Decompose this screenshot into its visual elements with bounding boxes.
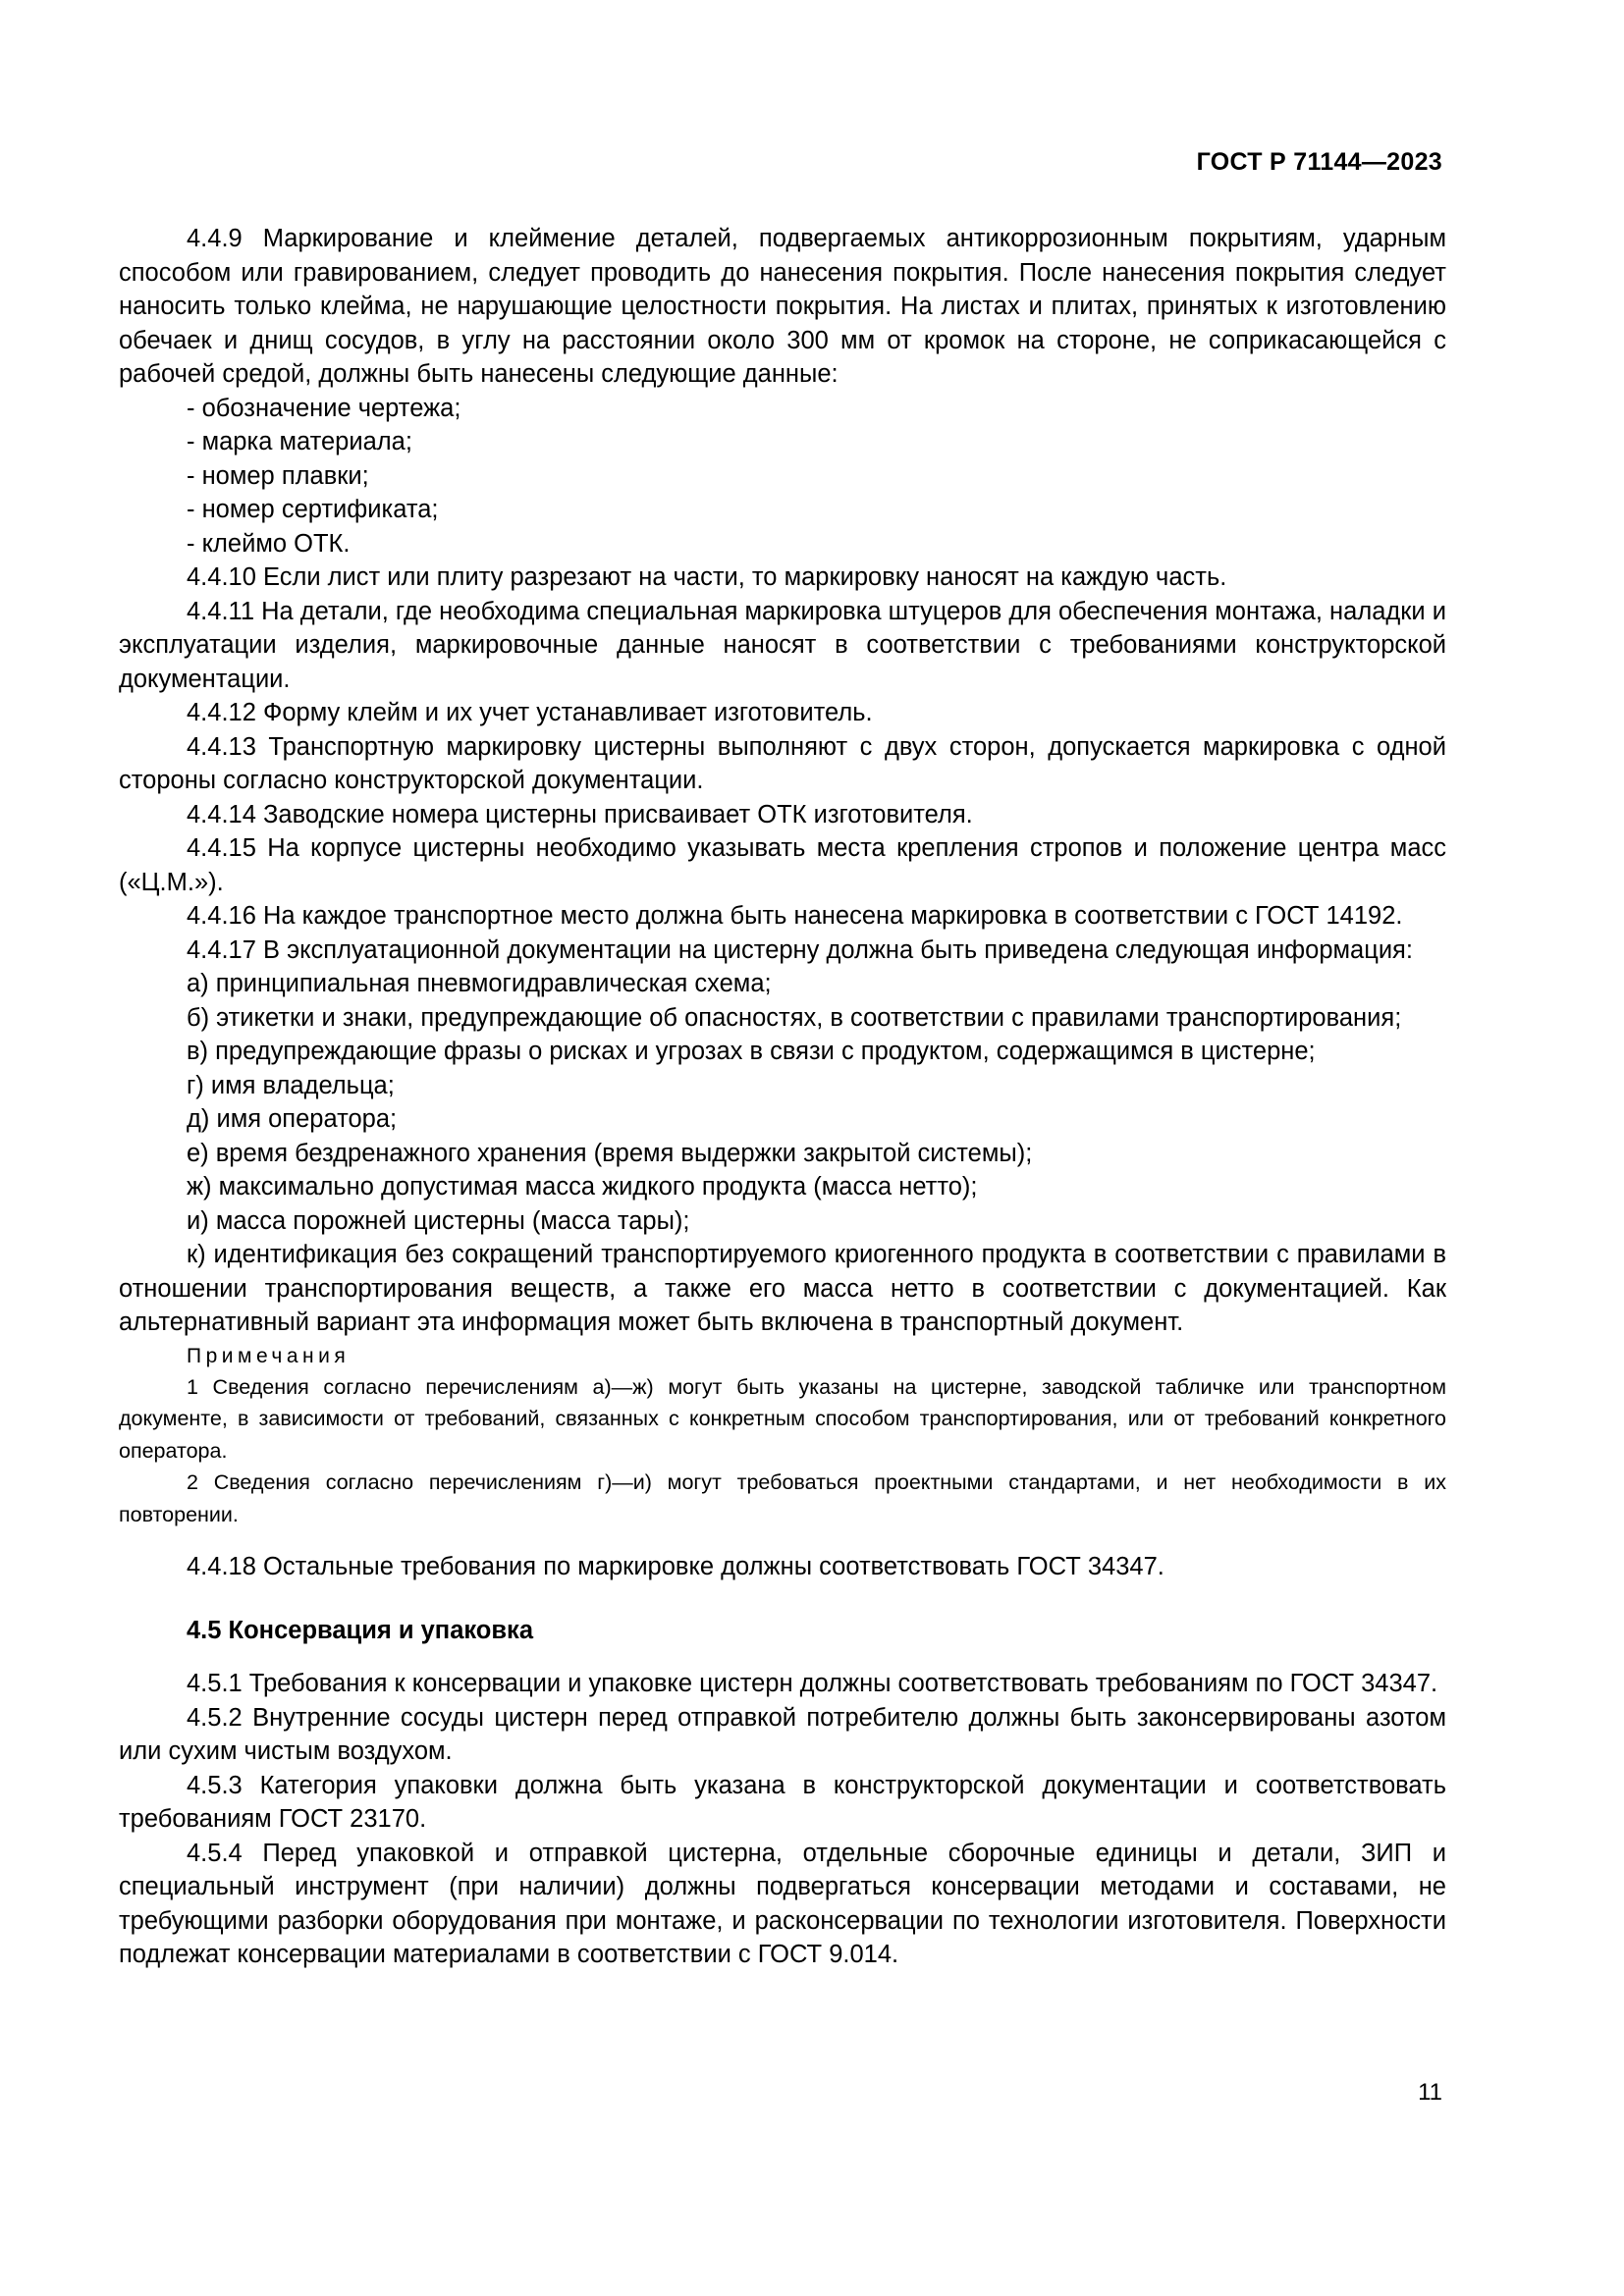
paragraph-4-4-11: 4.4.11 На детали, где необходима специальная маркировка штуцеров для обеспечения монтажа, наладки и эксплуатации изделия, маркировочные данные наносят в соответствии с требованиями конструкторской документации.	[119, 597, 1446, 693]
notes-title: Примечания	[187, 1344, 351, 1367]
list-item-heat: - номер плавки;	[187, 461, 369, 490]
paragraph-4-4-18: 4.4.18 Остальные требования по маркировке должны соответствовать ГОСТ 34347.	[187, 1553, 1164, 1580]
list-item-g: г) имя владельца;	[187, 1071, 395, 1099]
list-item-e: е) время бездренажного хранения (время выдержки закрытой системы);	[187, 1139, 1033, 1167]
standard-header: ГОСТ Р 71144—2023	[1196, 148, 1442, 176]
list-item-k: к) идентификация без сокращений транспортируемого криогенного продукта в соответствии с правилами в отношении транспортирования веществ, а также его масса нетто в соответствии с документацией. Как альтернативный вариант эта информация может быть включена в транспортный документ.	[119, 1241, 1446, 1336]
paragraph-4-5-2: 4.5.2 Внутренние сосуды цистерн перед отправкой потребителю должны быть законсервированы азотом или сухим чистым воздухом.	[119, 1703, 1446, 1765]
paragraph-4-5-3: 4.5.3 Категория упаковки должна быть указана в конструкторской документации и соответствовать требованиям ГОСТ 23170.	[119, 1771, 1446, 1833]
spacer	[119, 1584, 1446, 1614]
paragraph-4-4-17: 4.4.17 В эксплуатационной документации на цистерну должна быть приведена следующая информация:	[187, 935, 1413, 964]
paragraph-4-4-16: 4.4.16 На каждое транспортное место должна быть нанесена маркировка в соответствии с ГОСТ 14192.	[187, 902, 1403, 930]
paragraph-4-4-15: 4.4.15 На корпусе цистерны необходимо указывать места крепления стропов и положение центра масс («Ц.М.»).	[119, 834, 1446, 896]
list-item-a: а) принципиальная пневмогидравлическая схема;	[187, 970, 772, 997]
paragraph-4-4-10: 4.4.10 Если лист или плиту разрезают на части, то маркировку наносят на каждую часть.	[187, 563, 1227, 591]
list-item-i: и) масса порожней цистерны (масса тары);	[187, 1206, 690, 1235]
paragraph-4-5-4: 4.5.4 Перед упаковкой и отправкой цистерна, отдельные сборочные единицы и детали, ЗИП и специальный инструмент (при наличии) должны подвергаться консервации методами и составами, не требующими разборки оборудования при монтаже, и расконсервации по технологии изготовителя. Поверхности подлежат консервации материалами в соответствии с ГОСТ 9.014.	[119, 1839, 1446, 1968]
spacer	[119, 1530, 1446, 1550]
paragraph-4-4-13: 4.4.13 Транспортную маркировку цистерны выполняют с двух сторон, допускается маркировка с одной стороны согласно конструкторской документации.	[119, 732, 1446, 794]
list-item-drawing: - обозначение чертежа;	[187, 394, 461, 422]
list-item-material: - марка материала;	[187, 428, 412, 455]
paragraph-4-5-1: 4.5.1 Требования к консервации и упаковке цистерн должны соответствовать требованиям по ГОСТ 34347.	[187, 1670, 1438, 1697]
note-1: 1 Сведения согласно перечислениям а)—ж) могут быть указаны на цистерне, заводской табличке или транспортном документе, в зависимости от требований, связанных с конкретным способом транспортирования, или от требований конкретного оператора.	[119, 1374, 1446, 1463]
list-item-v: в) предупреждающие фразы о рисках и угрозах в связи с продуктом, содержащимся в цистерне;	[187, 1038, 1316, 1065]
page-content	[119, 222, 1446, 1972]
paragraph-4-4-12: 4.4.12 Форму клейм и их учет устанавливает изготовитель.	[187, 699, 873, 726]
spacer	[119, 1647, 1446, 1667]
paragraph-4-4-9: 4.4.9 Маркирование и клеймение деталей, подвергаемых антикоррозионным покрытиям, ударным способом или гравированием, следует проводить до нанесения покрытия. После нанесения покрытия следует наносить только клейма, не нарушающие целостности покрытия. На листах и плитах, принятых к изготовлению обечаек и днищ сосудов, в углу на расстоянии около 300 мм от кромок на стороне, не соприкасающейся с рабочей средой, должны быть нанесены следующие данные:	[119, 225, 1446, 388]
list-item-b: б) этикетки и знаки, предупреждающие об опасностях, в соответствии с правилами транспортирования;	[187, 1003, 1402, 1032]
page-number: 11	[1418, 2079, 1442, 2106]
paragraph-4-4-14: 4.4.14 Заводские номера цистерны присваивает ОТК изготовителя.	[187, 800, 973, 828]
list-item-otk-stamp: - клеймо ОТК.	[187, 529, 351, 558]
section-heading-4-5: 4.5 Консервация и упаковка	[187, 1616, 534, 1644]
list-item-d: д) имя оператора;	[187, 1105, 398, 1133]
note-2: 2 Сведения согласно перечислениям г)—и) могут требоваться проектными стандартами, и нет необходимости в их повторении.	[119, 1470, 1446, 1526]
list-item-certificate: - номер сертификата;	[187, 496, 439, 523]
list-item-zh: ж) максимально допустимая масса жидкого продукта (масса нетто);	[187, 1173, 978, 1201]
